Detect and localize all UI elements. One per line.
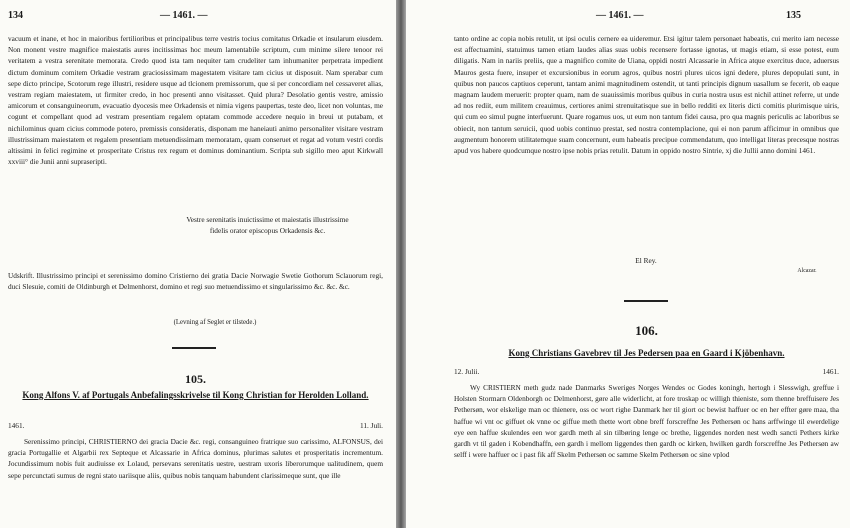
page-number: 135	[786, 10, 801, 21]
signature-line: Vestre serenitatis inuictissime et maiestatis illustrissime	[186, 215, 349, 224]
date-day: 11. Juli.	[359, 421, 383, 430]
document-paragraph: Wy CRISTIERN meth gudz nade Danmarks Sweriges Norges Wendes oc Godes koningh, hertogh i Slesswigh, greffue i Holsten Stormarn Oldenborgh oc Delmenhorst, gøre alle widerlicht, at fore troskap oc willigh thieniste, som thenne breffuisere Jes Pethersøn, wor elskelige man oc thienere, oss oc wort righe Danmark her til giort oc bewist haffuer oc en her effter gøre maa, tha haffue wi vnt oc giffuet ok vnne oc giffue meth thette wort obne breff forscreffne Jes Pethersøn oc hans arffwinge til ewerdelige eye een haffue skulendes een wor gardh meth al sin tilbøring lenge oc brethe, liggendes norden nest wedh sancti Pethers kirke gardh vt til gaden i Kobendhaffn, een gardh i mellom liggendes then gardh oc kirken, hwilken gardh forscreffne Jes Pethersøn aw selff i were haffuer oc i past fik aff Skelm Pethersøn oc samme Skelm Pethersøn oc sine vplod	[454, 383, 839, 460]
letter-paragraph: tanto ordine ac copia nobis retulit, ut ipsi oculis cernere ea uideremur. Etsi igitur talem personaet habeatis, cui merito iam necesse est affectuamini, statuimus tamen etiam laudes alias suas uobis recensere fortasse ignotas, ut magis etiam, si esse potest, eum diligatis. Nam in nariis preliis, que a magnifico comite de Uiana, oppidi nostri Alcassarie in Africa atque exercitus duce, aduersus Mauros gesta fuere, insuper et excursionibus in eorum agros, quibus nostri plures uicos igni dedere, plures depopulati sunt, in quibus non paucos captiuos ceperunt, tantam animi magnitudinem ostendit, ut tanti principis dignum uasallum se fecerit, ob eaque magnam laudem meruerit: propter quam, nam de suauissimis moribus quibus in curia nostra usus est nichil attinet referre, ut unde ad nos rediit, eum militem creauimus, certiores animi strenuitatisque sue in bello redditi ex literis dicti comitis plurimisque uiris, qui cum eo simul pugne interfuerunt. Quare rogamus uos, ut eum non tantum fidei causa, pro qua magnis periculis ac laboribus se obiecit, non tantum seruicii, quod uobis continuo prestat, sed nostra contemplacione, qui ei non parum afficimur in omnibus que augmentum honorem utilitatemque suam concernunt, eum habeatis precipue commendatum, quo intelligat literas precesque nostras apud vos habere quodcumque nostro ipse nobis prias retulit. Datum in oppido nostro Sintrie, xj die Jullii anno domini 1461.	[454, 34, 839, 156]
signature-line: fidelis orator episcopus Orkadensis &c.	[209, 226, 326, 236]
document-number: 106.	[635, 323, 658, 338]
document-title: Kong Alfons V. af Portugals Anbefalingsskrivelse til Kong Christian for Herolden Lolland.	[22, 390, 369, 400]
date-year: 1461.	[822, 367, 839, 376]
page-number: 134	[8, 10, 23, 21]
section-divider	[172, 347, 216, 349]
date-year: 1461.	[8, 421, 25, 430]
letter-text	[8, 33, 383, 213]
superscription-text: Udskrift. Illustrissimo principi et serenissimo domino Cristierno dei gratia Dacie Norwagie Swetie Gothorum Sclauorum regi, duci Slesuie, comiti de Oldinburgh et Delmenhorst, domino et regi suo metuendissimo et singularissimo &c. &c. &c.	[8, 271, 383, 292]
running-head: — 1461. —	[596, 10, 644, 21]
right-page	[406, 0, 850, 528]
date-day: 12. Julii.	[454, 367, 480, 376]
signature: El Rey.	[635, 256, 657, 265]
date-line	[454, 366, 839, 378]
letter-paragraph: vacuum et inane, et hoc in maioribus fertilioribus et principalibus terre vestris tocius comitatus Orkadie et insularum eiusdem. Non monent vestre magnifice maiestatis aures incitissimas hoc meum lamentabile scriptum, cum minime silere tenoor rei veritatem a vestra serenitate memorata. Credo quod ista tam nequiter tam crudeliter tam inhumaniter perpetrata impedient dictum dominum comitem Orkadie vestram graciosissimam magestatem visitare tam cicius ut disposuit. Nam sperabar cum sepe dicto principe, Scotorum rege illustri, residere usque ad tlcionem premissorum, que si per concordiam nel cessaveret alias, vestram regiam maiestatem, ut firmiter credo, in hoc presenti anno visitasset. Quid plura? Desolatio gentis vestre, amissio amicorum et consanguineorum, evacuatio dyocesis mee Orkadensis et nimia vigens paupertas, teste deo, licet non voluntas, me cogunt et compellant quod ad vestram presentiam regalem optatam commode accedere nequio in breui ut putabam, et nichilominus quam cicius commode potero, premissis consideratis, disponam me haneiauti animo personaliter visitare vestram illustrissimam maiestatem et regalem presentiam metuendissimam memoratam, quam conseruet et regat ad votum vestri cordis altissimi in felici regimine et prosperitate Cristus rex regum et dominus dominantium. Scripta sub sigillo meo aput Kirkwall xxviii° die Junii anni supraseripti.	[8, 34, 383, 167]
signature-block	[150, 214, 385, 236]
left-page	[0, 0, 396, 528]
document-text	[454, 382, 839, 528]
document-title: Kong Christians Gavebrev til Jes Pedersen paa en Gaard i Kjöbenhavn.	[508, 348, 785, 358]
date-line	[8, 420, 383, 432]
running-head: — 1461. —	[160, 10, 208, 21]
letter-text	[454, 33, 839, 247]
signatory: Alcazar.	[797, 268, 817, 274]
document-number: 105.	[185, 372, 206, 386]
archive-note: (Levning af Seglet er tilstede.)	[173, 319, 257, 326]
superscription	[8, 270, 383, 306]
book-gutter	[396, 0, 406, 528]
section-divider	[624, 300, 668, 302]
document-text	[8, 436, 383, 528]
document-paragraph: Serenissimo principi, CHRISTIERNO dei gracia Dacie &c. regi, consanguineo fratrique suo carissimo, ALFONSUS, dei gracia Portugallie et Algarbii rex Septeque et Alcassarie in Africa dominus, plurimas salutes et prosperitatis incrementum. Jocundissimum nobis fuit audiuisse ex Lolaud, persevans serenitatis uestre, uestram uxoris liberorumque ualitudinem, quem sepe percunctati sumus de regni stato uariisque aliis, quibus nobis tanquam habundent clarissimeque sunt, que ille	[8, 437, 383, 480]
